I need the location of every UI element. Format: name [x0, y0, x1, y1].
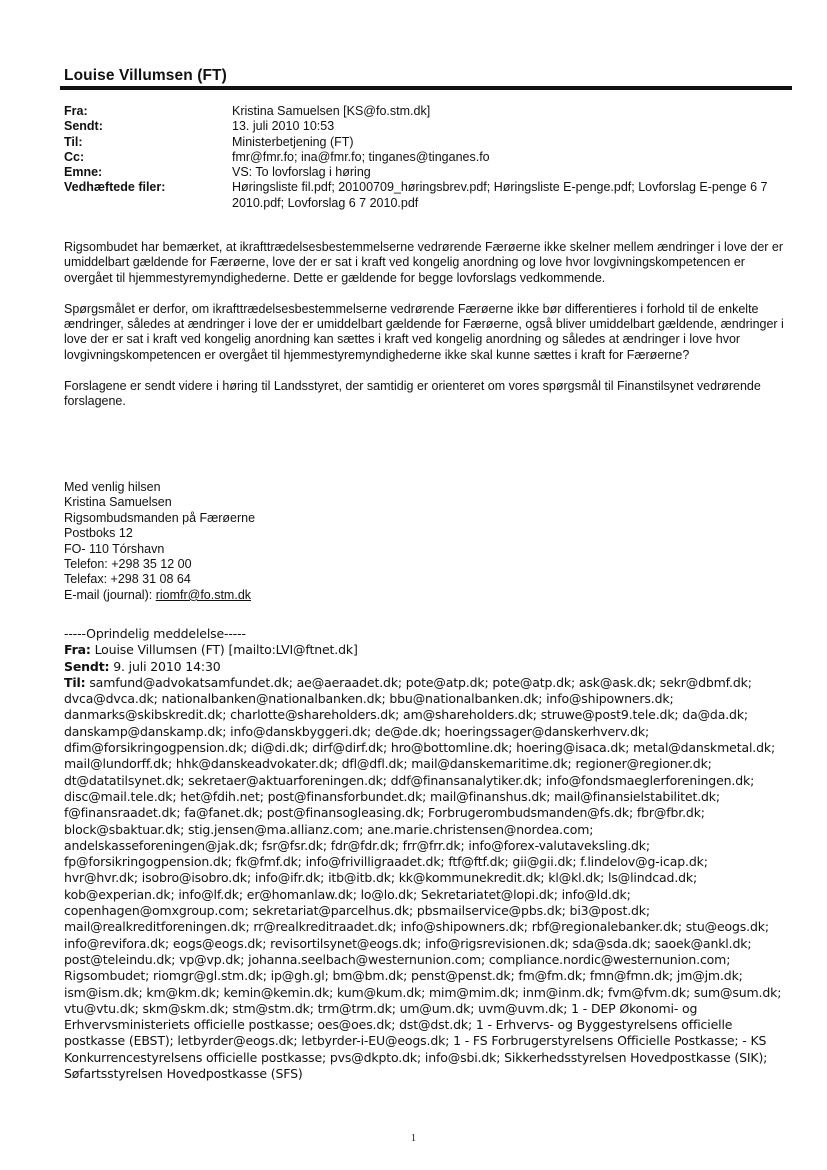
original-from-label: Fra:: [64, 642, 91, 658]
signature-name: Kristina Samuelsen: [64, 495, 172, 510]
recipient-line: disc@mail.tele.dk; het@fdih.net; post@finansforbundet.dk; mail@finanshus.dk; mail@finansielstabilitet.dk;: [64, 788, 720, 804]
recipient-line: post@teleindu.dk; vp@vp.dk; johanna.seelbach@westernunion.com; compliance.nordic@westernunion.com;: [64, 951, 731, 967]
header-value: Kristina Samuelsen [KS@fo.stm.dk]: [232, 104, 431, 118]
recipient-line: block@sbaktuar.dk; stig.jensen@ma.allianz.com; ane.marie.christensen@nordea.com;: [64, 821, 594, 837]
signature-office: Rigsombudsmanden på Færøerne: [64, 510, 256, 525]
recipient-line: f@finansraadet.dk; fa@fanet.dk; post@finansogleasing.dk; Forbrugerombudsmanden@fs.dk; fbr@fbr.dk;: [64, 805, 705, 821]
header-row-subject: [64, 165, 794, 180]
header-label: Vedhæftede filer:: [64, 180, 166, 195]
header-label: Cc:: [64, 149, 85, 164]
header-value: 13. juli 2010 10:53: [232, 119, 335, 134]
recipient-line: dfim@forsikringogpension.dk; di@di.dk; dirf@dirf.dk; hro@bottomline.dk; hoering@isaca.dk; metal@danskmetal.dk;: [64, 740, 776, 756]
recipient-line: ism@ism.dk; km@km.dk; kemin@kemin.dk; kum@kum.dk; mim@mim.dk; inm@inm.dk; fvm@fvm.dk; sum@sum.dk;: [64, 984, 782, 1000]
signature-email-row: [64, 588, 564, 603]
signature-phone: Telefon: +298 35 12 00: [64, 557, 192, 572]
original-divider: -----Oprindelig meddelelse-----: [64, 626, 246, 641]
recipient-line: copenhagen@omxgroup.com; sekretariat@parcelhus.dk; pbsmailservice@pbs.dk; bi3@post.dk;: [64, 903, 650, 919]
recipient-line: fp@forsikringogpension.dk; fk@fmf.dk; info@frivilligraadet.dk; ftf@ftf.dk; gii@gii.dk; f.lindelov@g-icap.dk;: [64, 854, 708, 870]
original-from-row: [64, 642, 794, 658]
original-sent-label: Sendt:: [64, 658, 110, 674]
title-rule: [60, 86, 792, 90]
recipient-line: kob@experian.dk; info@lf.dk; er@homanlaw.dk; lo@lo.dk; Sekretariatet@lopi.dk; info@ld.dk;: [64, 886, 631, 902]
recipient-line: danmarks@skibskredit.dk; charlotte@shareholders.dk; am@shareholders.dk; struwe@post9.tele.dk; da@da.dk;: [64, 707, 748, 723]
header-value: VS: To lovforslag i høring: [232, 165, 371, 180]
recipient-line: hvr@hvr.dk; isobro@isobro.dk; info@ifr.dk; itb@itb.dk; kk@kommunekredit.dk; kl@kl.dk; ls@lindcad.dk;: [64, 870, 698, 886]
recipient-line: info@revifora.dk; eogs@eogs.dk; revisortilsynet@eogs.dk; info@rigsrevisionen.dk; sda@sda.dk; saoek@ankl.dk;: [64, 935, 752, 951]
body-paragraph: Rigsombudet har bemærket, at ikrafttrædelsesbestemmelserne vedrørende Færøerne ikke skelner mellem ændringer i love der er umiddelbart gældende for Færøerne, love der er sat i kraft ved kongelig anordning og love hvor lovgivningskompetencen er overgået til hjemmestyremyndighederne. Dette er gældende for begge lovforslags vedkommende.: [64, 240, 784, 285]
recipient-line: dt@datatilsynet.dk; sekretaer@aktuarforeningen.dk; ddf@finansanalytiker.dk; info@fondsmaeglerforeningen.dk;: [64, 772, 755, 788]
page-number: 1: [411, 1133, 416, 1144]
header-row-cc: [64, 150, 794, 165]
recipient-line: Rigsombudet; riomgr@gl.stm.dk; ip@gh.gl; bm@bm.dk; penst@penst.dk; fm@fm.dk; fmn@fmn.dk; jm@jm.dk;: [64, 968, 743, 984]
document-title: Louise Villumsen (FT): [64, 67, 227, 84]
original-from-value: Louise Villumsen (FT) [mailto:LVI@ftnet.dk]: [90, 642, 358, 658]
header-row-attachments: [64, 180, 794, 211]
header-label: Fra:: [64, 104, 88, 118]
header-row-sent: [64, 119, 794, 134]
signature-email-link[interactable]: riomfr@fo.stm.dk: [155, 587, 252, 602]
header-value: Høringsliste fil.pdf; 20100709_høringsbrev.pdf; Høringsliste E-penge.pdf; Lovforslag E-penge 6 7 2010.pdf; Lovforslag 6 7 2010.pdf: [232, 180, 768, 210]
recipient-line: Konkurrencestyrelsens officielle postkasse; pvs@dkpto.dk; info@sbi.dk; Sikkerhedsstyrelsen Hovedpostkasse (SIK);: [64, 1049, 768, 1065]
recipient-line: dvca@dvca.dk; nationalbanken@nationalbanken.dk; bbu@nationalbanken.dk; info@shipowners.dk;: [64, 691, 674, 707]
header-value: Ministerbetjening (FT): [232, 134, 354, 149]
body-paragraph: Spørgsmålet er derfor, om ikrafttrædelsesbestemmelserne vedrørende Færøerne ikke bør differentieres i forhold til de enkelte ændringer, således at ændringer i love der er umiddelbart gældende for Færøerne, også bliver umiddelbart gældende, ændringer i love der er sat i kraft ved kongelig anordning kan sættes i kraft ved kongelig anordning og således at ændringer i love hvor lovgivningskompetencen er overgået til hjemmestyremyndighederne ikke skal kunne sættes i kraft for Færøerne?: [64, 301, 784, 362]
email-headers: [64, 104, 794, 211]
body-paragraph: Forslagene er sendt videre i høring til Landsstyret, der samtidig er orienteret om vores spørgsmål til Finanstilsynet vedrørende forslagene.: [64, 378, 761, 409]
original-sent-row: [64, 659, 794, 675]
header-label: Emne:: [64, 165, 103, 180]
signature-address-line: FO- 110 Tórshavn: [64, 541, 165, 556]
recipient-line: mail@realkreditforeningen.dk; rr@realkreditraadet.dk; info@shipowners.dk; rbf@regionalebanker.dk; stu@eogs.dk;: [64, 919, 769, 935]
recipient-line: andelskasseforeningen@jak.dk; fsr@fsr.dk; fdr@fdr.dk; frr@frr.dk; info@forex-valutaveksling.dk;: [64, 837, 650, 853]
original-to-row: [64, 675, 794, 691]
signature-block: [64, 480, 564, 603]
signature-email-label: E-mail (journal):: [64, 587, 156, 602]
header-label: Til:: [64, 134, 83, 149]
recipient-line: samfund@advokatsamfundet.dk; ae@aeraadet.dk; pote@atp.dk; pote@atp.dk; ask@ask.dk; sekr@dbmf.dk;: [85, 674, 752, 690]
original-sent-value: 9. juli 2010 14:30: [109, 658, 221, 674]
signature-greeting: Med venlig hilsen: [64, 480, 161, 494]
recipient-line: postkasse (EBST); letbyrder@eogs.dk; letbyrder-i-EU@eogs.dk; 1 - FS Forbrugerstyrelsens Officielle Postkasse; - KS: [64, 1033, 767, 1049]
recipient-line: danskamp@danskamp.dk; info@danskbyggeri.dk; de@de.dk; hoeringssager@danskerhverv.dk;: [64, 723, 650, 739]
email-body: [64, 240, 794, 425]
original-to-label: Til:: [64, 674, 86, 690]
recipient-line: mail@lundorff.dk; hhk@danskeadvokater.dk; dfl@dfl.dk; mail@danskemaritime.dk; regioner@regioner.dk;: [64, 756, 712, 772]
recipient-line: Søfartsstyrelsen Hovedpostkasse (SFS): [64, 1066, 303, 1082]
header-row-to: [64, 135, 794, 150]
original-message: [64, 626, 794, 1082]
recipient-line: Erhvervsministeriets officielle postkasse; oes@oes.dk; dst@dst.dk; 1 - Erhvervs- og Byggestyrelsens officielle: [64, 1017, 733, 1033]
signature-fax: Telefax: +298 31 08 64: [64, 572, 191, 587]
signature-address-line: Postboks 12: [64, 526, 133, 541]
header-value: fmr@fmr.fo; ina@fmr.fo; tinganes@tinganes.fo: [232, 149, 490, 164]
header-label: Sendt:: [64, 119, 103, 134]
header-row-from: [64, 104, 794, 119]
recipient-line: vtu@vtu.dk; skm@skm.dk; stm@stm.dk; trm@trm.dk; um@um.dk; uvm@uvm.dk; 1 - DEP Økonomi- og: [64, 1000, 698, 1016]
